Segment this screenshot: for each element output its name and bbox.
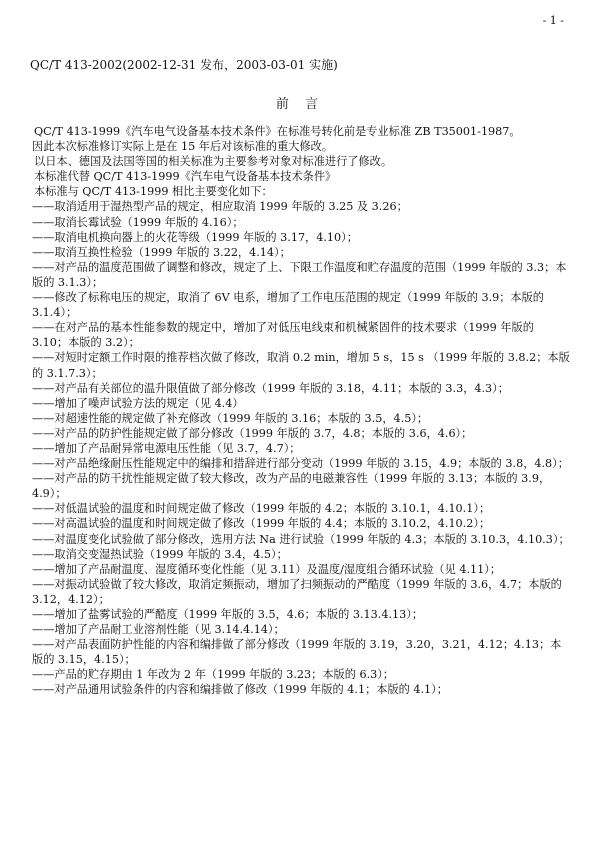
change-item: ——对温度变化试验做了部分修改，选用方法 Na 进行试验（1999 年版的 4.3；本版的 3.10.3，4.10.3）；: [32, 532, 570, 546]
change-item: ——对产品通用试验条件的内容和编排做了修改（1999 年版的 4.1；本版的 4.1）；: [32, 683, 448, 697]
change-item: ——对振动试验做了较大修改，取消定频振动，增加了扫频振动的严酷度（1999 年版的 3.6，4.7；本版的 3.12，4.12）；: [32, 577, 562, 606]
change-item: ——对短时定额工作时限的推荐档次做了修改，取消 0.2 min，增加 5 s，15 s （1999 年版的 3.8.2；本版的 3.1.7.3）；: [32, 351, 570, 380]
page-number: - 1 -: [542, 14, 564, 27]
intro-paragraph: 因此本次标准修订实际上是在 15 年后对该标准的重大修改。: [32, 140, 334, 154]
change-item: ——增加了产品耐异常电源电压性能（见 3.7，4.7）；: [32, 441, 301, 455]
intro-paragraph: 以日本、德国及法国等国的相关标准为主要参考对象对标准进行了修改。: [34, 155, 393, 169]
change-item: ——对产品的温度范围做了调整和修改，规定了上、下限工作温度和贮存温度的范围（1999 年版的 3.3；本版的 3.1.3）；: [32, 260, 567, 289]
change-item: ——取消电机换向器上的火花等级（1999 年版的 3.17，4.10）；: [32, 230, 358, 244]
page-title: 前 言: [275, 97, 325, 112]
change-item: ——在对产品的基本性能参数的规定中，增加了对低压电线束和机械紧固件的技术要求（1999 年版的 3.10；本版的 3.2）；: [32, 321, 534, 350]
change-item: ——对产品表面防护性能的内容和编排做了部分修改（1999 年版的 3.19，3.20，3.21，4.12；4.13；本版的 3.15，4.15）；: [32, 638, 562, 667]
change-item: ——取消交变湿热试验（1999 年版的 3.4，4.5）；: [32, 547, 288, 561]
change-item: ——取消长霉试验（1999 年版的 4.16）；: [32, 215, 244, 229]
change-item: ——增加了噪声试验方法的规定（见 4.4）: [32, 396, 244, 410]
change-item: ——对产品的防干扰性能规定做了较大修改，改为产品的电磁兼容性（1999 年版的 3.13；本版的 3.9，4.9）；: [32, 472, 551, 501]
standard-header: QC/T 413-2002(2002-12-31 发布，2003-03-01 实施): [30, 58, 338, 72]
change-item: ——对产品的防护性能规定做了部分修改（1999 年版的 3.7，4.8；本版的 3.6，4.6）；: [32, 426, 473, 440]
change-item: ——取消互换性检验（1999 年版的 3.22，4.14）；: [32, 245, 291, 259]
document-body: [32, 124, 572, 698]
change-item: ——取消适用于湿热型产品的规定，相应取消 1999 年版的 3.25 及 3.26；: [32, 200, 408, 214]
change-item: ——增加了盐雾试验的严酷度（1999 年版的 3.5，4.6；本版的 3.13.4.13）；: [32, 608, 424, 621]
change-item: ——产品的贮存期由 1 年改为 2 年（1999 年版的 3.23；本版的 6.3）；: [32, 668, 395, 682]
change-item: ——对低温试验的温度和时间规定做了修改（1999 年版的 4.2；本版的 3.10.1，4.10.1）；: [32, 502, 491, 516]
change-item: ——对高温试验的温度和时间规定做了修改（1999 年版的 4.4；本版的 3.10.2，4.10.2）；: [32, 517, 491, 531]
change-item: ——对产品绝缘耐压性能规定中的编排和措辞进行部分变动（1999 年版的 3.15，4.9；本版的 3.8，4.8）；: [32, 457, 569, 471]
change-item: ——对产品有关部位的温升限值做了部分修改（1999 年版的 3.18，4.11；本版的 3.3，4.3）；: [32, 381, 509, 395]
intro-paragraph: 本标准与 QC/T 413-1999 相比主要变化如下：: [34, 185, 273, 199]
change-item: ——增加了产品耐工业溶剂性能（见 3.14.4.14）；: [32, 623, 285, 637]
intro-paragraph: QC/T 413-1999《汽车电气设备基本技术条件》在标准号转化前是专业标准 ZB T35001-1987。: [34, 125, 521, 138]
change-item: ——对超速性能的规定做了补充修改（1999 年版的 3.16；本版的 3.5，4.5）；: [32, 411, 429, 425]
change-item: ——增加了产品耐温度、湿度循环变化性能（见 3.11）及温度/湿度组合循环试验（见 4.11）；: [32, 562, 502, 576]
change-item: ——修改了标称电压的规定，取消了 6V 电系，增加了工作电压范围的规定（1999 年版的 3.9；本版的 3.1.4）；: [32, 291, 544, 320]
intro-paragraph: 本标准代替 QC/T 413-1999《汽车电气设备基本技术条件》: [34, 170, 337, 184]
